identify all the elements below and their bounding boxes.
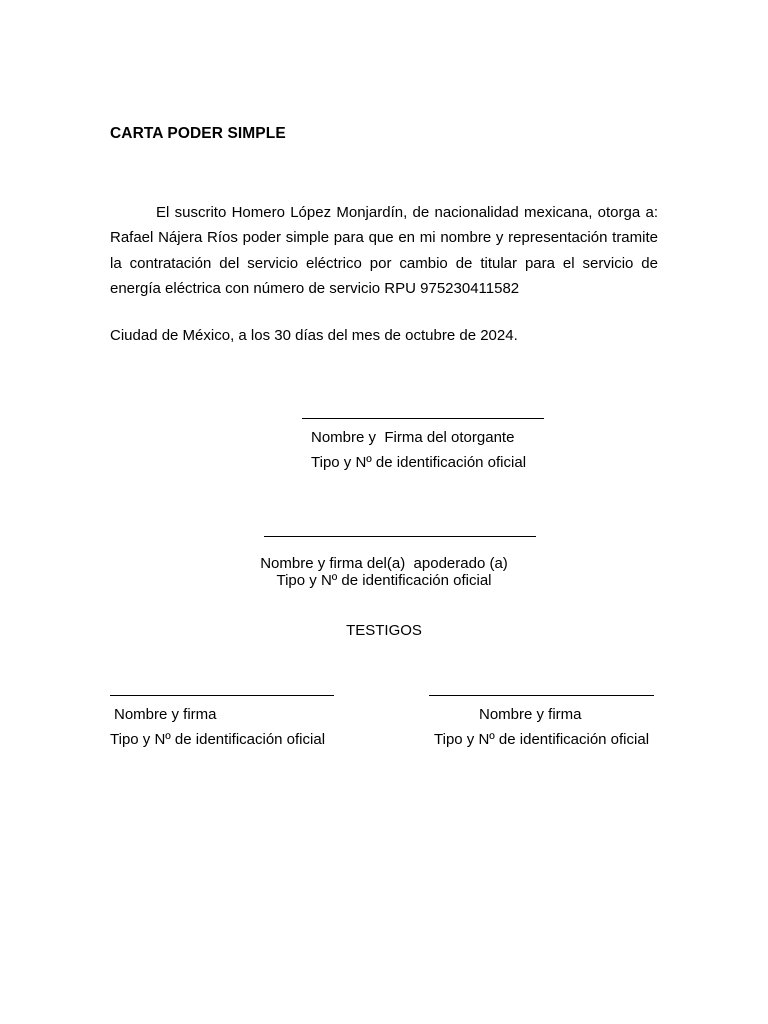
otorgante-signature-line <box>302 418 544 419</box>
otorgante-id-label: Tipo y Nº de identificación oficial <box>311 454 527 471</box>
testigos-heading: TESTIGOS <box>346 622 422 639</box>
apoderado-name-label: Nombre y firma del(a) apoderado (a) <box>260 555 508 572</box>
witness-left-name-label: Nombre y firma <box>114 706 217 723</box>
date-line: Ciudad de México, a los 30 días del mes de octubre de 2024. <box>110 327 518 344</box>
witness-left-signature-line <box>110 695 334 696</box>
otorgante-name-label: Nombre y Firma del otorgante <box>311 429 515 446</box>
witness-right-id-label: Tipo y Nº de identificación oficial <box>434 731 650 748</box>
witness-right-name-label: Nombre y firma <box>479 706 582 723</box>
body-paragraph: El suscrito Homero López Monjardín, de nacionalidad mexicana, otorga a: Rafael Nájera Ríos poder simple para que en mi nombre y representación tramite la contratación del servicio eléctrico por cambio de titular para el servicio de energía eléctrica con número de servicio RPU 975230411582 <box>110 204 658 297</box>
document-title: CARTA PODER SIMPLE <box>110 125 286 142</box>
witness-right-signature-line <box>429 695 654 696</box>
apoderado-id-label: Tipo y Nº de identificación oficial <box>276 572 492 589</box>
witness-left-id-label: Tipo y Nº de identificación oficial <box>110 731 326 748</box>
apoderado-signature-line <box>264 536 536 537</box>
